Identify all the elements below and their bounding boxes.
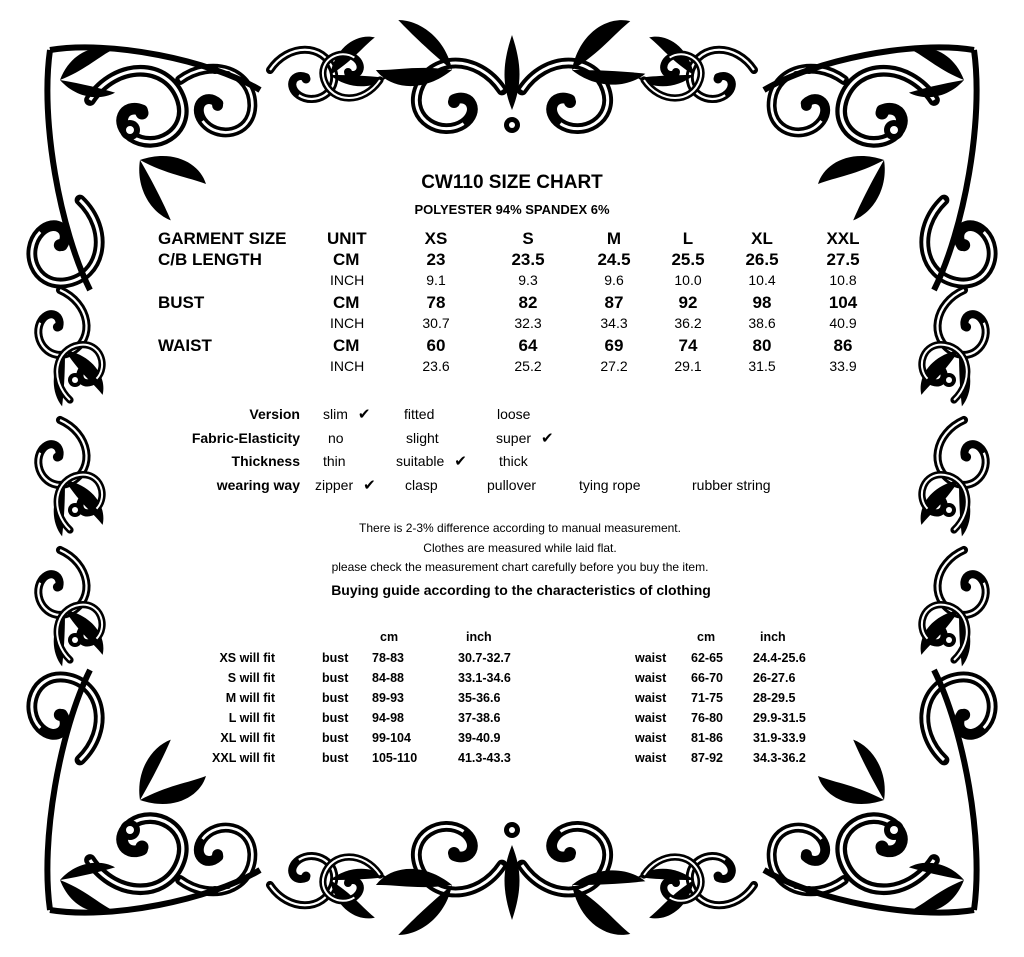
guide-waist-cm: 81-86 — [691, 731, 723, 745]
guide-waist-label: waist — [635, 711, 667, 725]
cm-value: 25.5 — [671, 250, 705, 269]
guide-bust-inch: 33.1-34.6 — [458, 671, 511, 685]
guide-bust-label: bust — [322, 651, 349, 665]
cm-value: 26.5 — [745, 250, 779, 269]
inch-value: 27.2 — [600, 358, 628, 374]
check-icon: ✔ — [363, 477, 376, 494]
guide-bust-cm: 78-83 — [372, 651, 404, 665]
note-line: please check the measurement chart carefully before you buy the item. — [331, 560, 709, 574]
attribute-option: tying rope — [579, 477, 641, 493]
guide-size-label: M will fit — [225, 691, 275, 705]
attribute-option: super — [496, 430, 532, 446]
unit-cm: CM — [333, 250, 360, 269]
guide-bust-inch: 37-38.6 — [458, 711, 501, 725]
attribute-option: no — [328, 430, 344, 446]
cm-value: 23.5 — [511, 250, 545, 269]
cm-value: 87 — [604, 293, 624, 312]
cm-value: 27.5 — [826, 250, 860, 269]
guide-waist-cm: 76-80 — [691, 711, 723, 725]
attribute-label: Fabric-Elasticity — [191, 430, 300, 446]
attribute-option: pullover — [487, 477, 537, 493]
inch-value: 33.9 — [829, 358, 857, 374]
check-icon: ✔ — [357, 406, 371, 423]
guide-size-label: S will fit — [227, 671, 275, 685]
cm-value: 80 — [752, 336, 772, 355]
inch-value: 9.3 — [518, 272, 538, 288]
inch-value: 32.3 — [514, 315, 542, 331]
guide-waist-label: waist — [635, 671, 667, 685]
inch-value: 23.6 — [422, 358, 450, 374]
attribute-option: clasp — [405, 477, 438, 493]
size-header-l: L — [682, 229, 694, 248]
size-header-xs: XS — [424, 229, 448, 248]
guide-bust-inch: 39-40.9 — [458, 731, 501, 745]
buying-guide-title: Buying guide according to the characteristics of clothing — [331, 582, 711, 598]
attribute-label: Thickness — [231, 453, 300, 469]
cm-value: 64 — [518, 336, 538, 355]
guide-waist-inch: 26-27.6 — [753, 671, 796, 685]
guide-bust-label: bust — [322, 671, 349, 685]
guide-bust-cm: 105-110 — [372, 751, 418, 765]
inch-value: 10.0 — [674, 272, 702, 288]
guide-bust-inch: 41.3-43.3 — [458, 751, 511, 765]
inch-value: 9.1 — [426, 272, 446, 288]
unit-inch: INCH — [330, 272, 365, 288]
guide-waist-cm-header: cm — [697, 630, 716, 644]
attribute-option: loose — [497, 406, 531, 422]
cm-value: 86 — [833, 336, 853, 355]
guide-waist-cm: 66-70 — [691, 671, 723, 685]
note-line: There is 2-3% difference according to manual measurement. — [359, 521, 681, 535]
chart-title: CW110 SIZE CHART — [421, 172, 603, 193]
guide-bust-label: bust — [322, 731, 349, 745]
cm-value: 98 — [752, 293, 772, 312]
guide-size-label: XS will fit — [219, 651, 275, 665]
measure-label: WAIST — [158, 336, 212, 355]
guide-bust-label: bust — [322, 691, 349, 705]
attribute-option: fitted — [404, 406, 435, 422]
guide-bust-cm-header: cm — [380, 630, 399, 644]
guide-waist-inch-header: inch — [760, 630, 786, 644]
inch-value: 10.8 — [829, 272, 857, 288]
cm-value: 104 — [828, 293, 858, 312]
cm-value: 82 — [518, 293, 538, 312]
inch-value: 31.5 — [748, 358, 776, 374]
attribute-label: Version — [249, 406, 300, 422]
attribute-option: suitable — [396, 453, 445, 469]
cm-value: 24.5 — [597, 250, 631, 269]
guide-waist-label: waist — [635, 651, 667, 665]
attribute-option: zipper — [315, 477, 354, 493]
cm-value: 69 — [604, 336, 624, 355]
guide-bust-inch: 35-36.6 — [458, 691, 501, 705]
inch-value: 40.9 — [829, 315, 857, 331]
check-icon: ✔ — [541, 430, 554, 447]
guide-bust-cm: 89-93 — [372, 691, 404, 705]
inch-value: 30.7 — [422, 315, 450, 331]
unit-header: UNIT — [327, 229, 367, 248]
size-header-m: M — [606, 229, 622, 248]
unit-inch: INCH — [330, 315, 365, 331]
unit-inch: INCH — [330, 358, 365, 374]
inch-value: 10.4 — [748, 272, 776, 288]
material-composition: POLYESTER 94% SPANDEX 6% — [414, 202, 610, 217]
attribute-label: wearing way — [216, 477, 300, 493]
guide-bust-cm: 94-98 — [372, 711, 404, 725]
inch-value: 9.6 — [604, 272, 624, 288]
guide-waist-cm: 62-65 — [691, 651, 723, 665]
inch-value: 34.3 — [600, 315, 628, 331]
unit-cm: CM — [333, 336, 360, 355]
guide-waist-inch: 24.4-25.6 — [753, 651, 806, 665]
cm-value: 74 — [678, 336, 698, 355]
inch-value: 25.2 — [514, 358, 542, 374]
guide-waist-inch: 29.9-31.5 — [753, 711, 806, 725]
cm-value: 78 — [426, 293, 446, 312]
guide-bust-cm: 84-88 — [372, 671, 404, 685]
guide-waist-label: waist — [635, 691, 667, 705]
guide-bust-label: bust — [322, 751, 349, 765]
guide-bust-inch: 30.7-32.7 — [458, 651, 511, 665]
unit-cm: CM — [333, 293, 360, 312]
note-line: Clothes are measured while laid flat. — [423, 541, 617, 555]
cm-value: 23 — [426, 250, 446, 269]
measure-label: BUST — [158, 293, 205, 312]
attribute-option: slight — [406, 430, 439, 446]
guide-waist-cm: 87-92 — [691, 751, 723, 765]
attribute-option: thick — [499, 453, 528, 469]
guide-waist-label: waist — [635, 731, 667, 745]
cm-value: 60 — [426, 336, 446, 355]
guide-waist-inch: 34.3-36.2 — [753, 751, 806, 765]
cm-value: 92 — [678, 293, 698, 312]
guide-bust-cm: 99-104 — [372, 731, 411, 745]
inch-value: 36.2 — [674, 315, 702, 331]
measure-label: C/B LENGTH — [158, 250, 262, 269]
guide-waist-cm: 71-75 — [691, 691, 723, 705]
inch-value: 29.1 — [674, 358, 702, 374]
size-header-xl: XL — [751, 229, 773, 248]
guide-size-label: L will fit — [228, 711, 275, 725]
attribute-option: slim — [323, 406, 348, 422]
size-header-xxl: XXL — [826, 229, 860, 248]
size-header-s: S — [522, 229, 534, 248]
guide-waist-inch: 31.9-33.9 — [753, 731, 806, 745]
guide-size-label: XXL will fit — [212, 751, 275, 765]
guide-waist-inch: 28-29.5 — [753, 691, 796, 705]
guide-size-label: XL will fit — [220, 731, 275, 745]
attribute-option: thin — [323, 453, 346, 469]
guide-bust-inch-header: inch — [466, 630, 492, 644]
inch-value: 38.6 — [748, 315, 776, 331]
guide-bust-label: bust — [322, 711, 349, 725]
attribute-option: rubber string — [692, 477, 771, 493]
check-icon: ✔ — [454, 453, 467, 470]
garment-size-header: GARMENT SIZE — [158, 229, 287, 248]
guide-waist-label: waist — [635, 751, 667, 765]
